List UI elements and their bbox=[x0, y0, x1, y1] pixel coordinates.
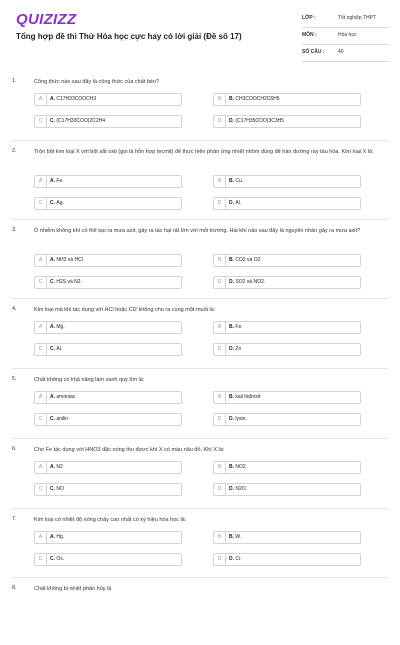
option-text: B. CO2 và O2 bbox=[229, 257, 261, 263]
answer-option-d[interactable] bbox=[213, 343, 361, 356]
worksheet-title: Tổng hợp đề thi Thử Hóa học cực hay có lời giải (Đề số 17) bbox=[16, 32, 242, 41]
option-letter: A bbox=[35, 176, 47, 187]
option-letter: C bbox=[35, 484, 47, 495]
answer-option-a[interactable] bbox=[34, 531, 182, 544]
answer-option-a[interactable] bbox=[34, 391, 182, 404]
option-letter: C bbox=[35, 116, 47, 127]
option-text: B. NO2. bbox=[229, 464, 248, 470]
answer-option-b[interactable] bbox=[213, 531, 361, 544]
option-text: C. (C17H33COO)2C2H4 bbox=[50, 118, 106, 124]
option-letter: A bbox=[35, 94, 47, 105]
option-text: D. Cr. bbox=[229, 556, 242, 562]
answer-option-d[interactable] bbox=[213, 553, 361, 566]
option-text: C. NO bbox=[50, 486, 64, 492]
option-letter: D bbox=[214, 344, 226, 355]
option-letter: D bbox=[214, 277, 226, 288]
question-8 bbox=[0, 585, 400, 645]
answer-option-d[interactable] bbox=[213, 115, 361, 128]
meta-value: Tốt nghiệp THPT bbox=[338, 15, 376, 21]
option-text: B. CH3COOCH2C6H5 bbox=[229, 96, 280, 102]
answer-option-c[interactable] bbox=[34, 276, 182, 289]
meta-box bbox=[302, 12, 390, 63]
option-text: B. kali hiđroxit bbox=[229, 394, 261, 400]
option-text: D. N2O. bbox=[229, 486, 248, 492]
answer-option-c[interactable] bbox=[34, 197, 182, 210]
worksheet-header bbox=[0, 0, 400, 68]
meta-label: MÔN : bbox=[302, 32, 317, 38]
answer-option-c[interactable] bbox=[34, 115, 182, 128]
option-text: C. Ag. bbox=[50, 200, 64, 206]
option-text: A. Hg. bbox=[50, 534, 65, 540]
option-letter: B bbox=[214, 255, 226, 266]
option-text: D. (C17H35COO)3C3H5 bbox=[229, 118, 285, 124]
option-text: C. H2S và N2. bbox=[50, 279, 82, 285]
question-text: Trộn bột kim loại X với bột sắt oxit (gọi là hỗn hợp tecmit) để thực hiện phản ứng nhiệt nhôm dùng để hàn đường ray tàu hỏa. Kim loại X là: bbox=[34, 149, 374, 155]
option-text: A. C17H33COOCH3 bbox=[50, 96, 97, 102]
option-text: D. Zn bbox=[229, 346, 242, 352]
option-letter: D bbox=[214, 198, 226, 209]
meta-row-count bbox=[302, 46, 390, 62]
option-text: D. lysin. bbox=[229, 416, 247, 422]
answer-option-b[interactable] bbox=[213, 254, 361, 267]
question-text: Kim loại có nhiệt độ nóng chảy cao nhất có ký hiệu hóa học là: bbox=[34, 517, 187, 523]
meta-label: SỐ CÂU : bbox=[302, 49, 325, 55]
meta-label: LỚP : bbox=[302, 15, 316, 21]
option-text: C. Os. bbox=[50, 556, 65, 562]
question-text: Công thức nào sau đây là công thức của chất béo? bbox=[34, 79, 160, 85]
option-letter: A bbox=[35, 322, 47, 333]
question-divider bbox=[12, 577, 388, 578]
question-divider bbox=[12, 438, 388, 439]
option-letter: B bbox=[214, 322, 226, 333]
question-text: Ô nhiễm không khí có thể tạo ra mưa axit, gây ra tác hại rất lớn với môi trường. Hai khí nào sau đây là nguyên nhân gây ra mưa axit? bbox=[34, 228, 361, 234]
answer-option-c[interactable] bbox=[34, 553, 182, 566]
option-letter: A bbox=[35, 392, 47, 403]
question-number: 5. bbox=[12, 376, 17, 382]
option-letter: A bbox=[35, 462, 47, 473]
option-letter: B bbox=[214, 176, 226, 187]
option-letter: D bbox=[214, 484, 226, 495]
question-divider bbox=[12, 508, 388, 509]
question-number: 7. bbox=[12, 516, 17, 522]
question-6 bbox=[0, 446, 400, 506]
quizizz-logo: QUIZIZZ bbox=[16, 11, 77, 28]
option-letter: D bbox=[214, 116, 226, 127]
answer-option-b[interactable] bbox=[213, 461, 361, 474]
option-text: B. Cu. bbox=[229, 178, 244, 184]
question-divider bbox=[12, 298, 388, 299]
answer-option-b[interactable] bbox=[213, 321, 361, 334]
question-number: 2. bbox=[12, 148, 17, 154]
answer-option-d[interactable] bbox=[213, 413, 361, 426]
answer-option-d[interactable] bbox=[213, 276, 361, 289]
option-letter: C bbox=[35, 198, 47, 209]
question-5 bbox=[0, 376, 400, 436]
question-divider bbox=[12, 219, 388, 220]
meta-value: Hóa học bbox=[338, 32, 357, 38]
question-number: 4. bbox=[12, 306, 17, 312]
option-letter: B bbox=[214, 94, 226, 105]
option-letter: D bbox=[214, 554, 226, 565]
question-3 bbox=[0, 227, 400, 287]
option-text: C. Al. bbox=[50, 346, 63, 352]
meta-row-class bbox=[302, 12, 390, 28]
answer-option-b[interactable] bbox=[213, 93, 361, 106]
answer-option-a[interactable] bbox=[34, 321, 182, 334]
question-2 bbox=[0, 148, 400, 208]
question-4 bbox=[0, 306, 400, 366]
meta-value: 40 bbox=[338, 49, 344, 55]
option-text: A. Mg. bbox=[50, 324, 65, 330]
option-text: C. anilin bbox=[50, 416, 69, 422]
option-letter: B bbox=[214, 532, 226, 543]
question-7 bbox=[0, 516, 400, 576]
option-text: A. NH3 và HCl bbox=[50, 257, 83, 263]
question-1 bbox=[0, 78, 400, 138]
option-text: A. N2 bbox=[50, 464, 63, 470]
answer-option-d[interactable] bbox=[213, 197, 361, 210]
option-text: B. Fe. bbox=[229, 324, 243, 330]
question-number: 1. bbox=[12, 78, 17, 84]
option-text: A. amoniac bbox=[50, 394, 76, 400]
answer-option-c[interactable] bbox=[34, 343, 182, 356]
option-text: D. SO2 và NO2. bbox=[229, 279, 266, 285]
question-divider bbox=[12, 368, 388, 369]
option-text: B. W. bbox=[229, 534, 242, 540]
option-letter: D bbox=[214, 414, 226, 425]
option-letter: C bbox=[35, 554, 47, 565]
question-number: 6. bbox=[12, 446, 17, 452]
answer-option-a[interactable] bbox=[34, 175, 182, 188]
question-divider bbox=[12, 140, 388, 141]
question-text: Chất không có khả năng làm xanh quỳ tím là: bbox=[34, 377, 145, 383]
answer-option-a[interactable] bbox=[34, 461, 182, 474]
question-text: Chất không bị nhiệt phân hủy là bbox=[34, 586, 112, 592]
question-number: 8. bbox=[12, 585, 17, 591]
option-text: A. Fe. bbox=[50, 178, 64, 184]
option-letter: C bbox=[35, 344, 47, 355]
question-text: Kim loại mà khi tác dụng với HCl hoặc Cl2 không cho ra cùng một muối là: bbox=[34, 307, 216, 313]
answer-option-d[interactable] bbox=[213, 483, 361, 496]
answer-option-c[interactable] bbox=[34, 483, 182, 496]
answer-option-a[interactable] bbox=[34, 93, 182, 106]
option-letter: C bbox=[35, 277, 47, 288]
option-letter: A bbox=[35, 255, 47, 266]
option-letter: B bbox=[214, 392, 226, 403]
option-letter: C bbox=[35, 414, 47, 425]
meta-row-subject bbox=[302, 29, 390, 45]
answer-option-b[interactable] bbox=[213, 175, 361, 188]
option-text: D. Al. bbox=[229, 200, 242, 206]
option-letter: A bbox=[35, 532, 47, 543]
answer-option-c[interactable] bbox=[34, 413, 182, 426]
option-letter: B bbox=[214, 462, 226, 473]
answer-option-b[interactable] bbox=[213, 391, 361, 404]
question-text: Cho Fe tác dụng với HNO3 đặc nóng thu được khí X có màu nâu đỏ. Khí X là: bbox=[34, 447, 225, 453]
question-number: 3. bbox=[12, 227, 17, 233]
answer-option-a[interactable] bbox=[34, 254, 182, 267]
